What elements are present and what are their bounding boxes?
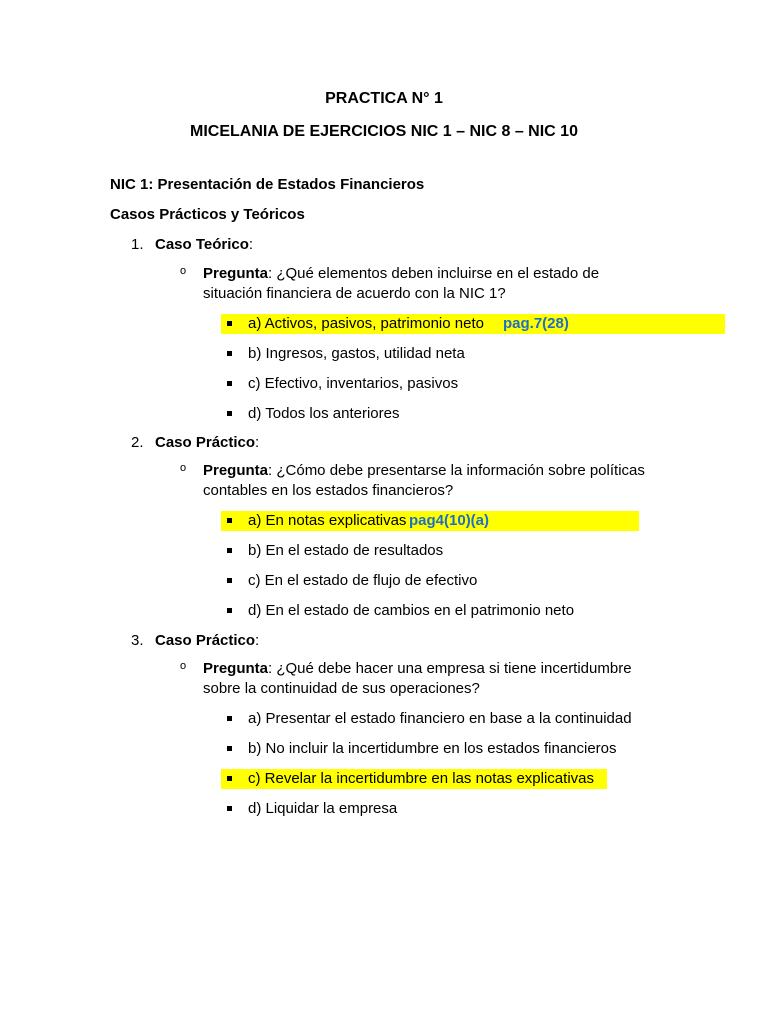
case-colon: : [255, 434, 260, 451]
hollow-circle-bullet-icon: o [180, 660, 187, 672]
question-text: : ¿Cómo debe presentarse la información sobre políticas contables en los estados financieros? [203, 462, 645, 499]
page-reference: pag.7(28) [503, 315, 569, 332]
square-bullet-icon [227, 381, 232, 386]
section-heading: NIC 1: Presentación de Estados Financieros [110, 176, 425, 193]
case-number: 1. [131, 236, 144, 253]
case-3 [110, 631, 670, 831]
square-bullet-icon [227, 806, 232, 811]
option-text: b) Ingresos, gastos, utilidad neta [248, 345, 465, 362]
square-bullet-icon [227, 608, 232, 613]
question-label: Pregunta [203, 462, 269, 479]
case-label: Caso Práctico [155, 632, 256, 649]
square-bullet-icon [227, 351, 232, 356]
document-title: PRACTICA N° 1 [325, 90, 443, 107]
option-text: c) Efectivo, inventarios, pasivos [248, 375, 459, 392]
option-text: d) Todos los anteriores [248, 405, 400, 422]
case-title [110, 433, 670, 453]
hollow-circle-bullet-icon: o [180, 462, 187, 474]
square-bullet-icon [227, 518, 232, 523]
case-label: Caso Teórico [155, 236, 249, 253]
option-text: b) En el estado de resultados [248, 542, 444, 559]
case-label: Caso Práctico [155, 434, 256, 451]
question-label: Pregunta [203, 660, 269, 677]
case-colon: : [255, 632, 260, 649]
square-bullet-icon [227, 746, 232, 751]
case-title [110, 631, 670, 651]
question-label: Pregunta [203, 265, 269, 282]
hollow-circle-bullet-icon: o [180, 265, 187, 277]
page-reference: pag4(10)(a) [409, 512, 490, 529]
square-bullet-icon [227, 548, 232, 553]
option-text: a) Presentar el estado financiero en base a la continuidad [248, 710, 632, 727]
square-bullet-icon [227, 321, 232, 326]
option-text: a) En notas explicativas [248, 512, 407, 529]
question-text: : ¿Qué elementos deben incluirse en el estado de situación financiera de acuerdo con la NIC 1? [203, 265, 600, 302]
case-1 [110, 235, 670, 435]
case-colon: : [248, 236, 254, 253]
case-number: 2. [131, 434, 144, 451]
square-bullet-icon [227, 776, 232, 781]
square-bullet-icon [227, 578, 232, 583]
sub-heading: Casos Prácticos y Teóricos [110, 206, 305, 223]
document-subtitle: MICELANIA DE EJERCICIOS NIC 1 – NIC 8 – NIC 10 [190, 123, 578, 140]
case-number: 3. [131, 632, 144, 649]
option-text: d) En el estado de cambios en el patrimonio neto [248, 602, 575, 619]
square-bullet-icon [227, 411, 232, 416]
case-2 [110, 433, 670, 633]
case-title [110, 235, 670, 255]
option-text: b) No incluir la incertidumbre en los estados financieros [248, 740, 617, 757]
option-text: d) Liquidar la empresa [248, 800, 398, 817]
square-bullet-icon [227, 716, 232, 721]
option-text: a) Activos, pasivos, patrimonio neto [248, 315, 484, 332]
option-text: c) En el estado de flujo de efectivo [248, 572, 478, 589]
option-text: c) Revelar la incertidumbre en las notas explicativas [248, 770, 594, 787]
question-text: : ¿Qué debe hacer una empresa si tiene incertidumbre sobre la continuidad de sus operaciones? [203, 660, 632, 697]
